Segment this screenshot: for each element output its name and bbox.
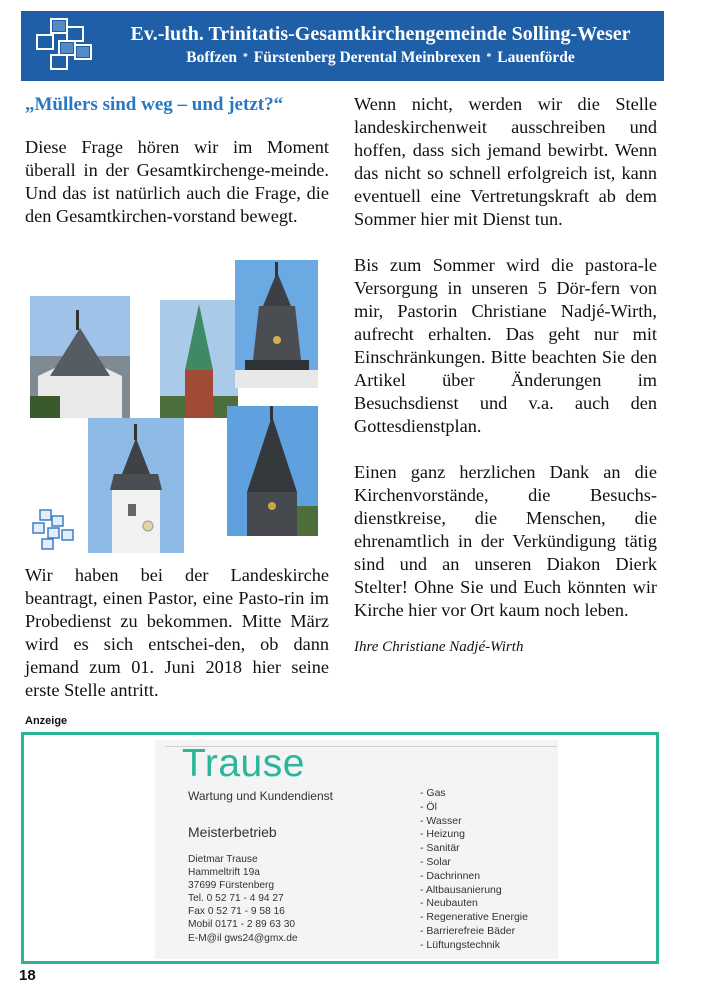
ad-box xyxy=(21,732,659,964)
page-number: 18 xyxy=(19,967,36,984)
church-photo-5 xyxy=(227,406,318,536)
header-title: Ev.-luth. Trinitatis-Gesamtkirchengemeinde Solling-Weser xyxy=(130,23,631,45)
place-fuerstenberg: Fürstenberg Derental Meinbrexen xyxy=(253,49,481,66)
article-signature: Ihre Christiane Nadjé-Wirth xyxy=(354,639,524,655)
article-paragraph: Einen ganz herzlichen Dank an die Kirchenvorstände, die Besuchs-dienstkreise, die Menschen, die ehrenamtlich in der Verkündigung tätig sind und an unseren Diakon Dierk Stelter! Ohne Sie und Euch könnten wir Kirche hier vor Ort kaum noch leben. xyxy=(354,462,657,620)
contact-fax: Fax 0 52 71 - 9 58 16 xyxy=(188,906,285,918)
article-left-column-continued xyxy=(25,564,329,702)
service-item: - Wasser xyxy=(420,814,462,827)
service-item: - Dachrinnen xyxy=(420,869,481,882)
service-item: - Lüftungstechnik xyxy=(420,938,500,951)
service-item: - Öl xyxy=(420,800,437,813)
ad-contact-block xyxy=(188,853,298,945)
contact-phone: Tel. 0 52 71 - 4 94 27 xyxy=(188,893,284,905)
contact-city: 37699 Fürstenberg xyxy=(188,880,275,892)
service-item: - Altbausanierung xyxy=(420,883,502,896)
ad-brand: Trause xyxy=(182,742,305,785)
separator: * xyxy=(242,52,248,63)
separator: * xyxy=(486,52,492,63)
header-subtitle xyxy=(109,49,652,67)
church-photo-1 xyxy=(30,296,130,418)
service-item: - Gas xyxy=(420,787,446,799)
contact-name: Dietmar Trause xyxy=(188,854,258,865)
article-paragraph: Bis zum Sommer wird die pastora-le Versorgung in unseren 5 Dör-fern von mir, Pastorin Christiane Nadjé-Wirth, aufrecht erhalten. Das geht nur mit Einschränkungen. Bitte beachten Sie den Artikel über Änderungen im Besuchsdienst und v.a. auch den Gottesdienstplan. xyxy=(354,255,657,436)
header-banner xyxy=(21,11,664,81)
article-paragraph: Wenn nicht, werden wir die Stelle landeskirchenweit ausschreiben und hoffen, dass sich jemand bewirbt. Wenn das nicht so schnell erfolgreich ist, kann eventuell eine Vertretungskraft ab dem Sommer hier mit Dienst tun. xyxy=(354,94,657,229)
ad-card xyxy=(155,740,558,959)
ad-tagline: Wartung und Kundendienst xyxy=(188,789,333,803)
article-right-column xyxy=(354,93,657,656)
service-item: - Regenerative Energie xyxy=(420,911,528,924)
service-item: - Barrierefreie Bäder xyxy=(420,924,516,937)
church-photo-3 xyxy=(235,260,318,388)
church-photo-4 xyxy=(88,418,184,553)
place-lauenfoerde: Lauenförde xyxy=(497,49,575,66)
contact-street: Hammeltrift 19a xyxy=(188,867,260,879)
decorative-squares-icon xyxy=(30,508,78,552)
article-paragraph: Diese Frage hören wir im Moment überall in der Gesamtkirchenge-meinde. Und das ist natürlich auch die Frage, die den Gesamtkirchen-vorstand bewegt. xyxy=(25,137,329,226)
ad-label: Anzeige xyxy=(25,715,68,727)
article-paragraph: Wir haben bei der Landeskirche beantragt, einen Pastor, eine Pasto-rin im Probedienst zu bekommen. Mitte März wird es sich entschei-den, ob dann jemand zum 01. Juni 2018 hier seine erste Stelle antritt. xyxy=(25,565,329,700)
church-photo-2 xyxy=(160,300,238,418)
service-item: - Heizung xyxy=(420,828,465,841)
parish-logo xyxy=(31,17,95,75)
ad-services-list xyxy=(420,787,528,953)
place-boffzen: Boffzen xyxy=(186,49,238,66)
service-item: - Solar xyxy=(420,855,451,868)
contact-mobile: Mobil 0171 - 2 89 63 30 xyxy=(188,919,296,931)
service-item: - Sanitär xyxy=(420,842,460,855)
article-headline: „Müllers sind weg – und jetzt?“ xyxy=(25,94,284,115)
service-item: - Neubauten xyxy=(420,897,478,910)
ad-meisterbetrieb: Meisterbetrieb xyxy=(188,824,277,840)
article-left-column xyxy=(25,93,329,228)
contact-email: E-M@il gws24@gmx.de xyxy=(188,932,298,944)
